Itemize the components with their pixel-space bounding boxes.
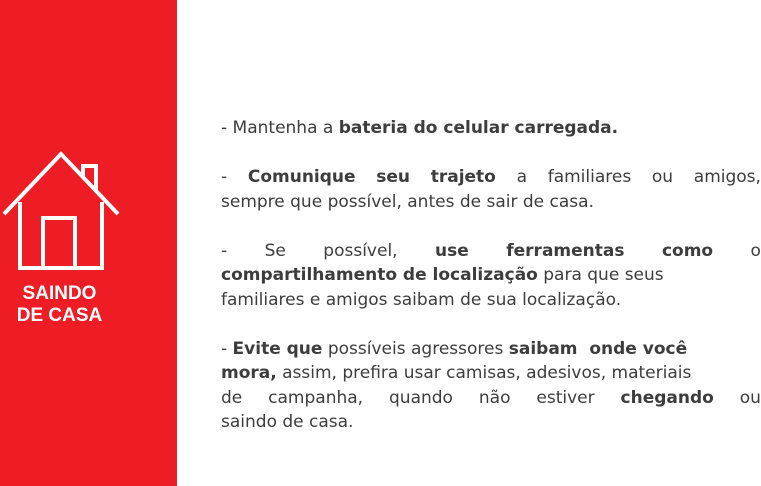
tip-3-line-1 <box>221 239 761 264</box>
title-line-1: SAINDO <box>22 283 97 304</box>
text-run: - Mantenha a <box>221 118 339 138</box>
bold-run: saibam onde você <box>508 338 688 359</box>
text-run: possíveis agressores <box>322 338 509 359</box>
word: ou <box>651 167 674 187</box>
word: Comunique <box>247 167 356 187</box>
tip-3-line-3: familiares e amigos saibam de sua localização. <box>221 289 622 310</box>
word: não <box>478 387 511 408</box>
house-icon <box>2 152 120 270</box>
tip-3-line-2 <box>221 263 761 288</box>
word: a <box>516 167 527 187</box>
tip-1-line-1 <box>221 116 761 141</box>
sidebar-panel <box>0 0 177 486</box>
word: amigos, <box>693 167 761 187</box>
word: - <box>221 167 228 187</box>
word: quando <box>389 387 453 408</box>
word: seu <box>376 167 411 187</box>
bold-run: mora, <box>221 363 277 383</box>
bold-run: compartilhamento de localização <box>221 265 538 285</box>
word: ou <box>739 387 761 408</box>
word: possível, <box>323 240 398 261</box>
bold-run: bateria do celular carregada. <box>338 118 619 138</box>
tip-2-line-2: sempre que possível, antes de sair de casa. <box>221 191 594 212</box>
tip-2 <box>221 165 761 214</box>
word: estiver <box>536 387 595 408</box>
tip-2-line-1 <box>221 165 761 190</box>
sidebar-title <box>0 283 119 327</box>
tip-4-line-3 <box>221 386 761 411</box>
tip-4-line-2 <box>221 361 761 386</box>
word: trajeto <box>430 167 496 187</box>
text-run: - <box>221 338 233 359</box>
word: - <box>221 240 228 261</box>
word: Se <box>264 240 286 261</box>
tip-4-line-1 <box>221 337 761 362</box>
word: use <box>435 240 469 261</box>
word: ferramentas <box>506 240 625 261</box>
word: campanha, <box>268 387 364 408</box>
text-run: para que seus <box>537 265 664 285</box>
word: chegando <box>620 387 714 408</box>
tip-4-line-4: saindo de casa. <box>221 412 354 432</box>
word: familiares <box>547 167 632 187</box>
bold-run: Evite que <box>232 338 323 359</box>
tip-3 <box>221 239 761 313</box>
title-line-2: DE CASA <box>16 305 103 326</box>
text-run: assim, prefira usar camisas, adesivos, materiais <box>276 363 692 383</box>
tip-4 <box>221 337 761 435</box>
word: o <box>750 240 761 261</box>
word: como <box>661 240 714 261</box>
tip-1 <box>221 116 761 141</box>
tips-content <box>221 116 761 459</box>
word: de <box>221 387 243 408</box>
